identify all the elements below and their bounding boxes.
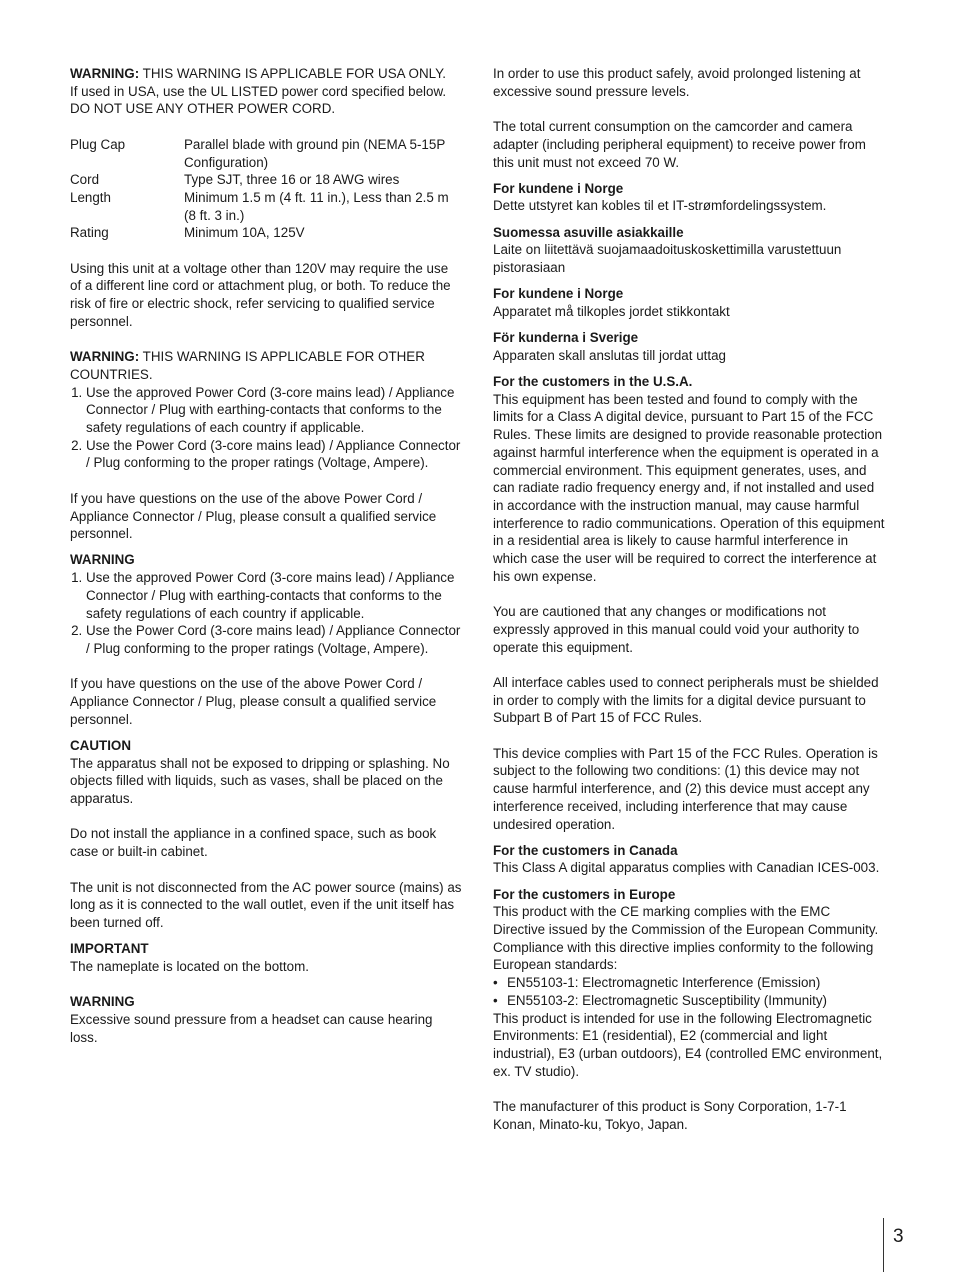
list-item: • EN55103-2: Electromagnetic Susceptibility (Immunity)	[493, 992, 885, 1010]
section-heading: WARNING	[70, 552, 135, 568]
section-heading: Suomessa asuville asiakkaille	[493, 224, 684, 240]
left-column	[70, 65, 462, 1046]
section-heading: WARNING	[70, 994, 135, 1010]
sweden-text: Apparaten skall anslutas till jordat uttag	[493, 347, 726, 363]
section-heading: För kunderna i Sverige	[493, 330, 639, 346]
list-item: 1. Use the approved Power Cord (3-core mains lead) / Appliance Connector / Plug with earthing-contacts that conforms to the safety regulations of each country if applicable.	[86, 569, 462, 622]
disconnect-note: The unit is not disconnected from the AC power source (mains) as long as it is connected to the wall outlet, even if the unit itself has been turned off.	[70, 879, 462, 930]
usa-warning: WARNING: THIS WARNING IS APPLICABLE FOR USA ONLY.	[70, 66, 447, 81]
caution-text: The apparatus shall not be exposed to dripping or splashing. No objects filled with liquids, such as vases, shall be placed on the apparatus.	[70, 755, 450, 807]
usa-cord-prohibition: DO NOT USE ANY OTHER POWER CORD.	[70, 101, 336, 117]
page-number: 3	[893, 1226, 904, 1247]
fcc-class-a-text: This equipment has been tested and found to comply with the limits for a Class A digital device, pursuant to Part 15 of the FCC Rules. These limits are designed to provide reasonable protection against harmful interference when the equipment is operated in a commercial environment. This equipment generates, uses, and can radiate radio frequency energy and, if not installed and used in accordance with the instruction manual, may cause harmful interference to radio communications. Operation of this equipment in a residential area is likely to cause harmful interference in which case the user will be required to correct the interference at his own expense.	[493, 391, 885, 584]
power-cord-list	[70, 384, 462, 473]
spec-row: Plug Cap Parallel blade with ground pin (NEMA 5-15P Configuration)	[70, 136, 446, 170]
questions-note: If you have questions on the use of the above Power Cord / Appliance Connector / Plug, please consult a qualified service personnel.	[70, 676, 437, 727]
section-heading: For kundene i Norge	[493, 286, 624, 302]
section-heading: For the customers in the U.S.A.	[493, 374, 693, 390]
list-item: 2. Use the Power Cord (3-core mains lead) / Appliance Connector / Plug conforming to the proper ratings (Voltage, Ampere).	[86, 437, 462, 472]
section-heading: IMPORTANT	[70, 941, 149, 957]
norway-text: Dette utstyret kan kobles til et IT-strømfordelingssystem.	[493, 198, 827, 214]
standards-list	[493, 974, 885, 1009]
finland-text: Laite on liitettävä suojamaadoituskoskettimilla varustettuun pistorasiaan	[493, 242, 842, 276]
spec-row: Cord Type SJT, three 16 or 18 AWG wires	[70, 172, 400, 188]
europe-text: This product is intended for use in the following Electromagnetic Environments: E1 (residential), E2 (commercial and light industrial), E3 (urban outdoors), E4 (controlled EMC environment, ex. TV studio).	[493, 1010, 883, 1079]
spec-row: Rating Minimum 10A, 125V	[70, 225, 305, 241]
power-consumption-note: The total current consumption on the camcorder and camera adapter (including peripheral equipment) to receive power from this unit must not exceed 70 W.	[493, 119, 866, 170]
power-cord-spec-table	[70, 136, 462, 242]
warning-label: WARNING:	[70, 66, 140, 81]
important-text: The nameplate is located on the bottom.	[70, 958, 309, 974]
list-item: 1. Use the approved Power Cord (3-core mains lead) / Appliance Connector / Plug with earthing-contacts that conforms to the safety regulations of each country if applicable.	[86, 384, 462, 437]
right-column	[493, 65, 885, 1134]
confined-space-note: Do not install the appliance in a confined space, such as book case or built-in cabinet.	[70, 826, 437, 860]
cables-note: All interface cables used to connect peripherals must be shielded in order to comply with the limits for a digital device pursuant to Subpart B of Part 15 of FCC Rules.	[493, 674, 879, 726]
page-number-divider	[883, 1218, 884, 1272]
section-heading: For the customers in Canada	[493, 842, 678, 858]
europe-text: Compliance with this directive implies conformity to the following European standards:	[493, 939, 874, 973]
listening-note: In order to use this product safely, avoid prolonged listening at excessive sound pressure levels.	[493, 66, 861, 99]
section-heading: CAUTION	[70, 737, 131, 753]
section-heading: For the customers in Europe	[493, 886, 676, 902]
manufacturer-note: The manufacturer of this product is Sony Corporation, 1-7-1 Konan, Minato-ku, Tokyo, Japan.	[493, 1099, 847, 1132]
warning-label: WARNING:	[70, 349, 140, 365]
list-item: 2. Use the Power Cord (3-core mains lead) / Appliance Connector / Plug conforming to the proper ratings (Voltage, Ampere).	[86, 622, 462, 657]
modifications-note: You are cautioned that any changes or modifications not expressly approved in this manual could void your authority to operate this equipment.	[493, 604, 860, 655]
list-item: • EN55103-1: Electromagnetic Interference (Emission)	[493, 974, 885, 992]
spec-row: Length Minimum 1.5 m (4 ft. 11 in.), Less than 2.5 m (8 ft. 3 in.)	[70, 189, 449, 223]
europe-text: This product with the CE marking complies with the EMC Directive issued by the Commission of the European Community.	[493, 904, 879, 938]
fcc-part15-note: This device complies with Part 15 of the FCC Rules. Operation is subject to the following two conditions: (1) this device may not cause harmful interference, and (2) this device must accept any interference received, including interference that may cause undesired operation.	[493, 745, 878, 832]
power-cord-list	[70, 569, 462, 658]
norway-text: Apparatet må tilkoples jordet stikkontakt	[493, 303, 730, 319]
canada-text: This Class A digital apparatus complies with Canadian ICES-003.	[493, 860, 880, 876]
section-heading: For kundene i Norge	[493, 180, 624, 196]
questions-note: If you have questions on the use of the above Power Cord / Appliance Connector / Plug, please consult a qualified service personnel.	[70, 490, 437, 542]
other-countries-warning: WARNING: THIS WARNING IS APPLICABLE FOR OTHER COUNTRIES.	[70, 349, 425, 382]
usa-cord-instruction: If used in USA, use the UL LISTED power cord specified below.	[70, 83, 447, 99]
voltage-note: Using this unit at a voltage other than 120V may require the use of a different line cord or attachment plug, or both. To reduce the risk of fire or electric shock, refer servicing to qualified service personnel.	[70, 260, 451, 329]
hearing-warning-text: Excessive sound pressure from a headset can cause hearing loss.	[70, 1011, 433, 1045]
